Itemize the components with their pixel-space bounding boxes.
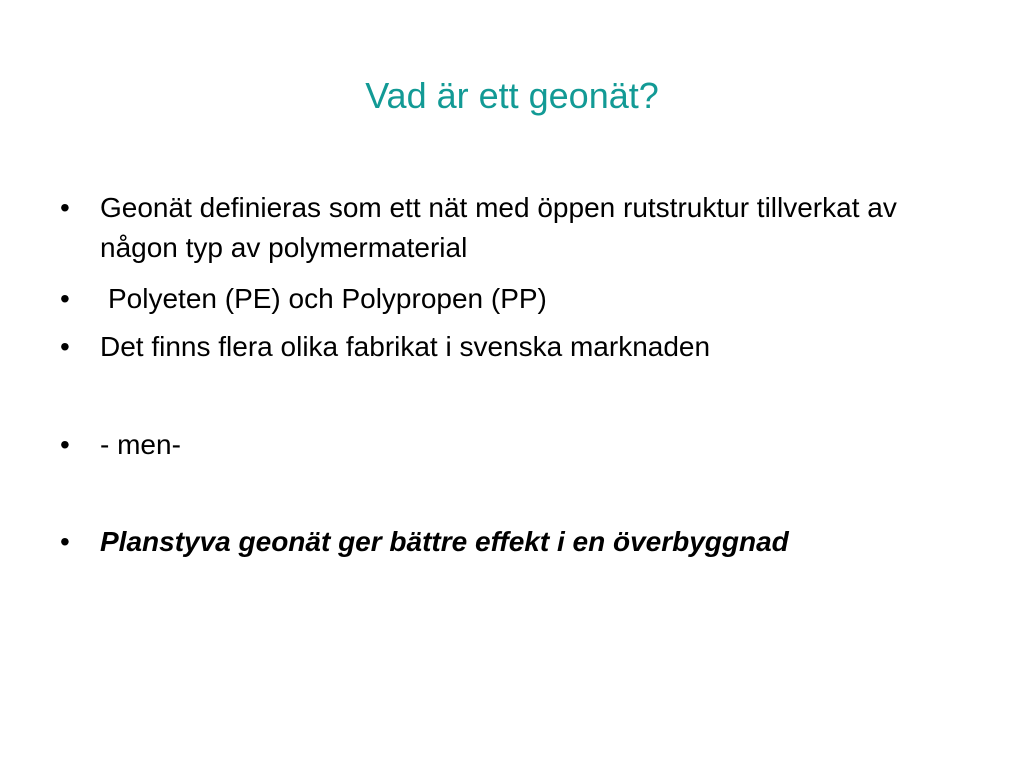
bullet-text: Polyeten (PE) och Polypropen (PP) (108, 283, 547, 314)
bullet-text: Det finns flera olika fabrikat i svenska marknaden (100, 331, 711, 362)
bullet-item-3 (60, 327, 980, 367)
bullet-text-emphasis: Planstyva geonät ger bättre effekt i en överbyggnad (100, 526, 789, 557)
bullet-marker: • (60, 192, 70, 223)
bullet-item-1 (60, 188, 980, 268)
bullet-item-4 (60, 425, 980, 465)
bullet-marker: • (60, 283, 70, 314)
bullet-item-2 (60, 279, 980, 319)
bullet-text: - men- (100, 429, 181, 460)
bullet-text: Geonät definieras som ett nät med öppen rutstruktur tillverkat av någon typ av polymermaterial (100, 192, 897, 263)
bullet-marker: • (60, 429, 70, 460)
bullet-marker: • (60, 526, 70, 557)
bullet-marker: • (60, 331, 70, 362)
bullet-item-5 (60, 522, 980, 562)
slide-title: Vad är ett geonät? (365, 75, 659, 116)
